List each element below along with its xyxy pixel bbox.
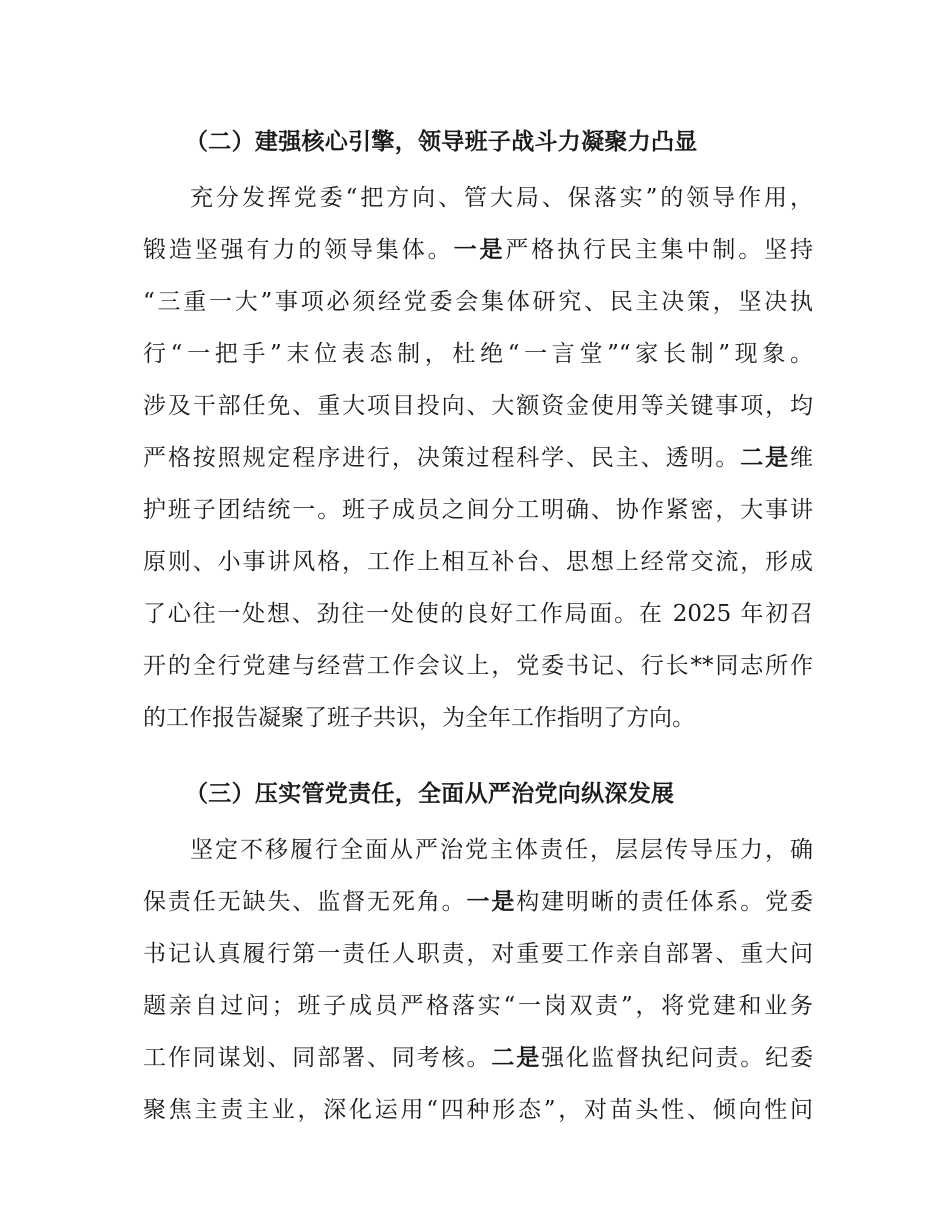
section-heading-3: （三）压实管党责任，全面从严治党向纵深发展 bbox=[185, 781, 675, 807]
body-text: 涉及干部任免、重大项目投向、大额资金使用等关键事项，均 bbox=[143, 393, 813, 419]
body-text: 坚定不移履行全面从严治党主体责任，层层传导压力，确 bbox=[190, 837, 813, 863]
section-body-3 bbox=[143, 824, 813, 1136]
text-line bbox=[143, 276, 813, 328]
body-text: 的工作报告凝聚了班子共识，为全年工作指明了方向。 bbox=[143, 705, 695, 731]
text-line bbox=[143, 328, 813, 380]
body-text: 聚焦主责主业，深化运用“四种形态”，对苗头性、倾向性问 bbox=[143, 1097, 813, 1123]
emphasis-text: 一是 bbox=[466, 889, 517, 915]
body-text: 行“一把手”末位表态制，杜绝“一言堂”“家长制”现象。 bbox=[143, 341, 813, 367]
body-text: 严格执行民主集中制。坚持 bbox=[505, 237, 814, 263]
text-line bbox=[143, 692, 813, 744]
body-text: 书记认真履行第一责任人职责，对重要工作亲自部署、重大问 bbox=[143, 941, 813, 967]
emphasis-text: 二是 bbox=[740, 445, 791, 471]
text-line bbox=[143, 484, 813, 536]
body-text: 题亲自过问；班子成员严格落实“一岗双责”，将党建和业务 bbox=[143, 993, 813, 1019]
text-line bbox=[143, 980, 813, 1032]
text-line bbox=[143, 876, 813, 928]
body-text: 护班子团结统一。班子成员之间分工明确、协作紧密，大事讲 bbox=[143, 497, 813, 523]
body-text: 锻造坚强有力的领导集体。 bbox=[143, 237, 454, 263]
body-text: 严格按照规定程序进行，决策过程科学、民主、透明。 bbox=[143, 445, 741, 471]
section-body-2 bbox=[143, 172, 813, 744]
text-line bbox=[143, 588, 813, 640]
body-text: 维 bbox=[790, 445, 814, 471]
text-line bbox=[143, 1032, 813, 1084]
body-text: “三重一大”事项必须经党委会集体研究、民主决策，坚决执 bbox=[143, 289, 813, 315]
section-heading-2: （二）建强核心引擎，领导班子战斗力凝聚力凸显 bbox=[185, 129, 698, 155]
emphasis-text: 一是 bbox=[453, 237, 506, 263]
text-line bbox=[143, 380, 813, 432]
document-page bbox=[143, 112, 813, 1156]
text-line bbox=[143, 536, 813, 588]
text-line bbox=[143, 224, 813, 276]
body-text: 保责任无缺失、监督无死角。 bbox=[143, 889, 467, 915]
text-line bbox=[143, 432, 813, 484]
body-text: 构建明晰的责任体系。党委 bbox=[516, 889, 814, 915]
text-line bbox=[143, 640, 813, 692]
body-text: 工作同谋划、同部署、同考核。 bbox=[143, 1045, 492, 1071]
body-text: 了心往一处想、劲往一处使的良好工作局面。在 2025 年初召 bbox=[143, 601, 813, 627]
body-text: 强化监督执纪问责。纪委 bbox=[541, 1045, 814, 1071]
text-line bbox=[143, 172, 813, 224]
text-line bbox=[143, 824, 813, 876]
text-line bbox=[143, 1084, 813, 1136]
text-line bbox=[143, 928, 813, 980]
body-text: 开的全行党建与经营工作会议上，党委书记、行长**同志所作 bbox=[143, 653, 813, 679]
emphasis-text: 二是 bbox=[491, 1045, 542, 1071]
body-text: 充分发挥党委“把方向、管大局、保落实”的领导作用， bbox=[190, 185, 813, 211]
body-text: 原则、小事讲风格，工作上相互补台、思想上经常交流，形成 bbox=[143, 549, 813, 575]
